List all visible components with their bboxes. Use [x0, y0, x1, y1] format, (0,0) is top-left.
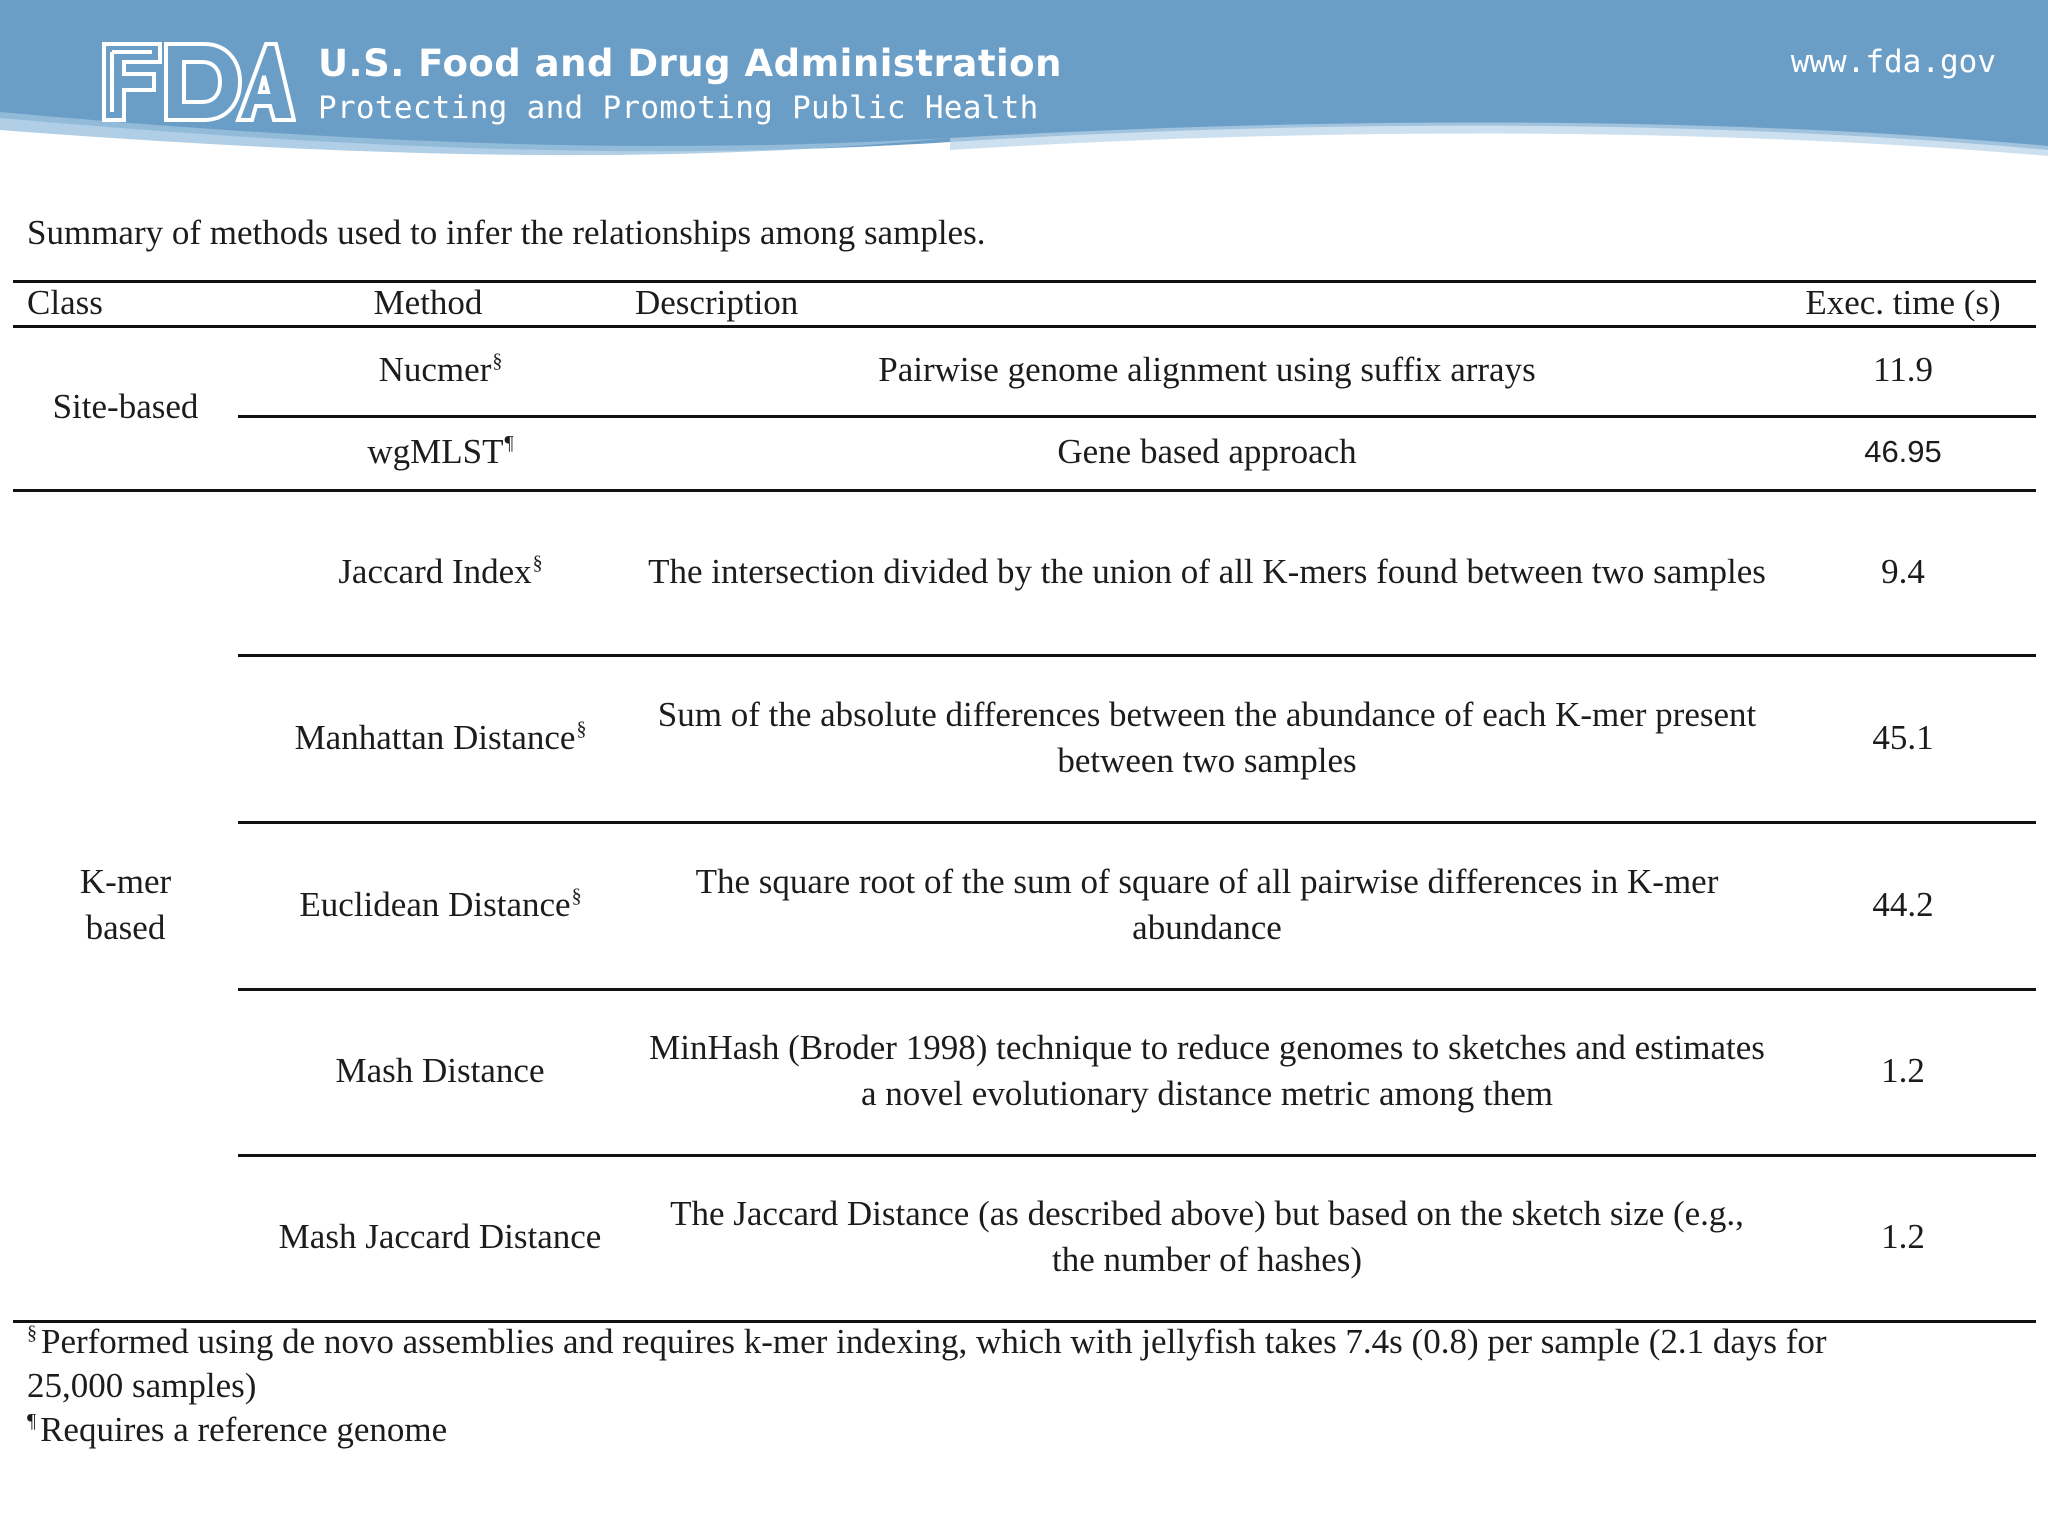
description-cell: The square root of the sum of square of all pairwise differences in K-mer abundance: [695, 861, 1719, 947]
method-cell: [238, 415, 643, 489]
footnote-mark: §: [532, 551, 543, 574]
footnote-mark: §: [571, 884, 582, 907]
header-method: Method: [373, 282, 483, 322]
class-kmer-based: K-mer based: [79, 861, 172, 947]
exec-time-cell: 1.2: [1881, 1051, 1925, 1090]
exec-time-cell: 46.95: [1864, 434, 1942, 469]
method-cell: [238, 821, 643, 988]
method-cell: [238, 1154, 643, 1320]
footnote-text: Requires a reference genome: [40, 1410, 448, 1449]
method-name: wgMLST: [367, 432, 504, 471]
method-name: Mash Distance: [335, 1051, 545, 1090]
footnote-mark: ¶: [504, 432, 514, 454]
description-cell: Gene based approach: [1057, 432, 1357, 471]
exec-time-cell: 11.9: [1873, 350, 1933, 389]
description-cell: Sum of the absolute differences between the abundance of each K-mer present between two samples: [657, 694, 1757, 780]
agency-title: U.S. Food and Drug Administration: [318, 42, 1062, 85]
method-name: Nucmer: [378, 350, 492, 389]
exec-time-cell: 9.4: [1881, 551, 1925, 591]
class-site-based: Site-based: [52, 387, 199, 426]
description-cell: Pairwise genome alignment using suffix arrays: [878, 350, 1536, 389]
method-cell: [238, 988, 643, 1154]
method-name: Jaccard Index: [338, 551, 532, 591]
exec-time-cell: 45.1: [1872, 717, 1934, 757]
method-name: Mash Jaccard Distance: [278, 1217, 602, 1256]
website-link[interactable]: www.fda.gov: [1790, 44, 1996, 80]
method-cell: [238, 489, 643, 654]
header-class: Class: [27, 282, 103, 322]
exec-time-cell: 44.2: [1872, 884, 1934, 924]
description-cell: The intersection divided by the union of all K-mers found between two samples: [648, 551, 1766, 591]
footnote-section-mark: [27, 1320, 1887, 1408]
table-caption: Summary of methods used to infer the relationships among samples.: [27, 213, 986, 252]
footnote-mark: §: [492, 350, 503, 372]
method-cell: [238, 325, 643, 415]
method-name: Manhattan Distance: [294, 717, 576, 757]
description-cell: MinHash (Broder 1998) technique to reduce genomes to sketches and estimates a novel evolutionary distance metric among them: [649, 1028, 1765, 1113]
footnote-mark: §: [576, 717, 587, 740]
footnote-mark: §: [27, 1322, 37, 1344]
fda-logo: [100, 40, 296, 124]
footnote-pilcrow: [27, 1408, 1887, 1452]
method-name: Euclidean Distance: [299, 884, 571, 924]
footnote-text: Performed using de novo assemblies and requires k-mer indexing, which with jellyfish takes 7.4s (0.8) per sample (2.1 days for 25,000 samples): [27, 1322, 1827, 1405]
methods-table: [13, 280, 2036, 1322]
agency-tagline: Protecting and Promoting Public Health: [318, 90, 1039, 126]
header-description: Description: [635, 282, 799, 322]
header-banner: [0, 0, 2048, 160]
header-exec-time: Exec. time (s): [1805, 282, 2001, 322]
method-cell: [238, 654, 643, 821]
exec-time-cell: 1.2: [1881, 1217, 1925, 1256]
description-cell: The Jaccard Distance (as described above) but based on the sketch size (e.g., the number of hashes): [670, 1194, 1744, 1279]
footnote-mark: ¶: [27, 1410, 37, 1432]
